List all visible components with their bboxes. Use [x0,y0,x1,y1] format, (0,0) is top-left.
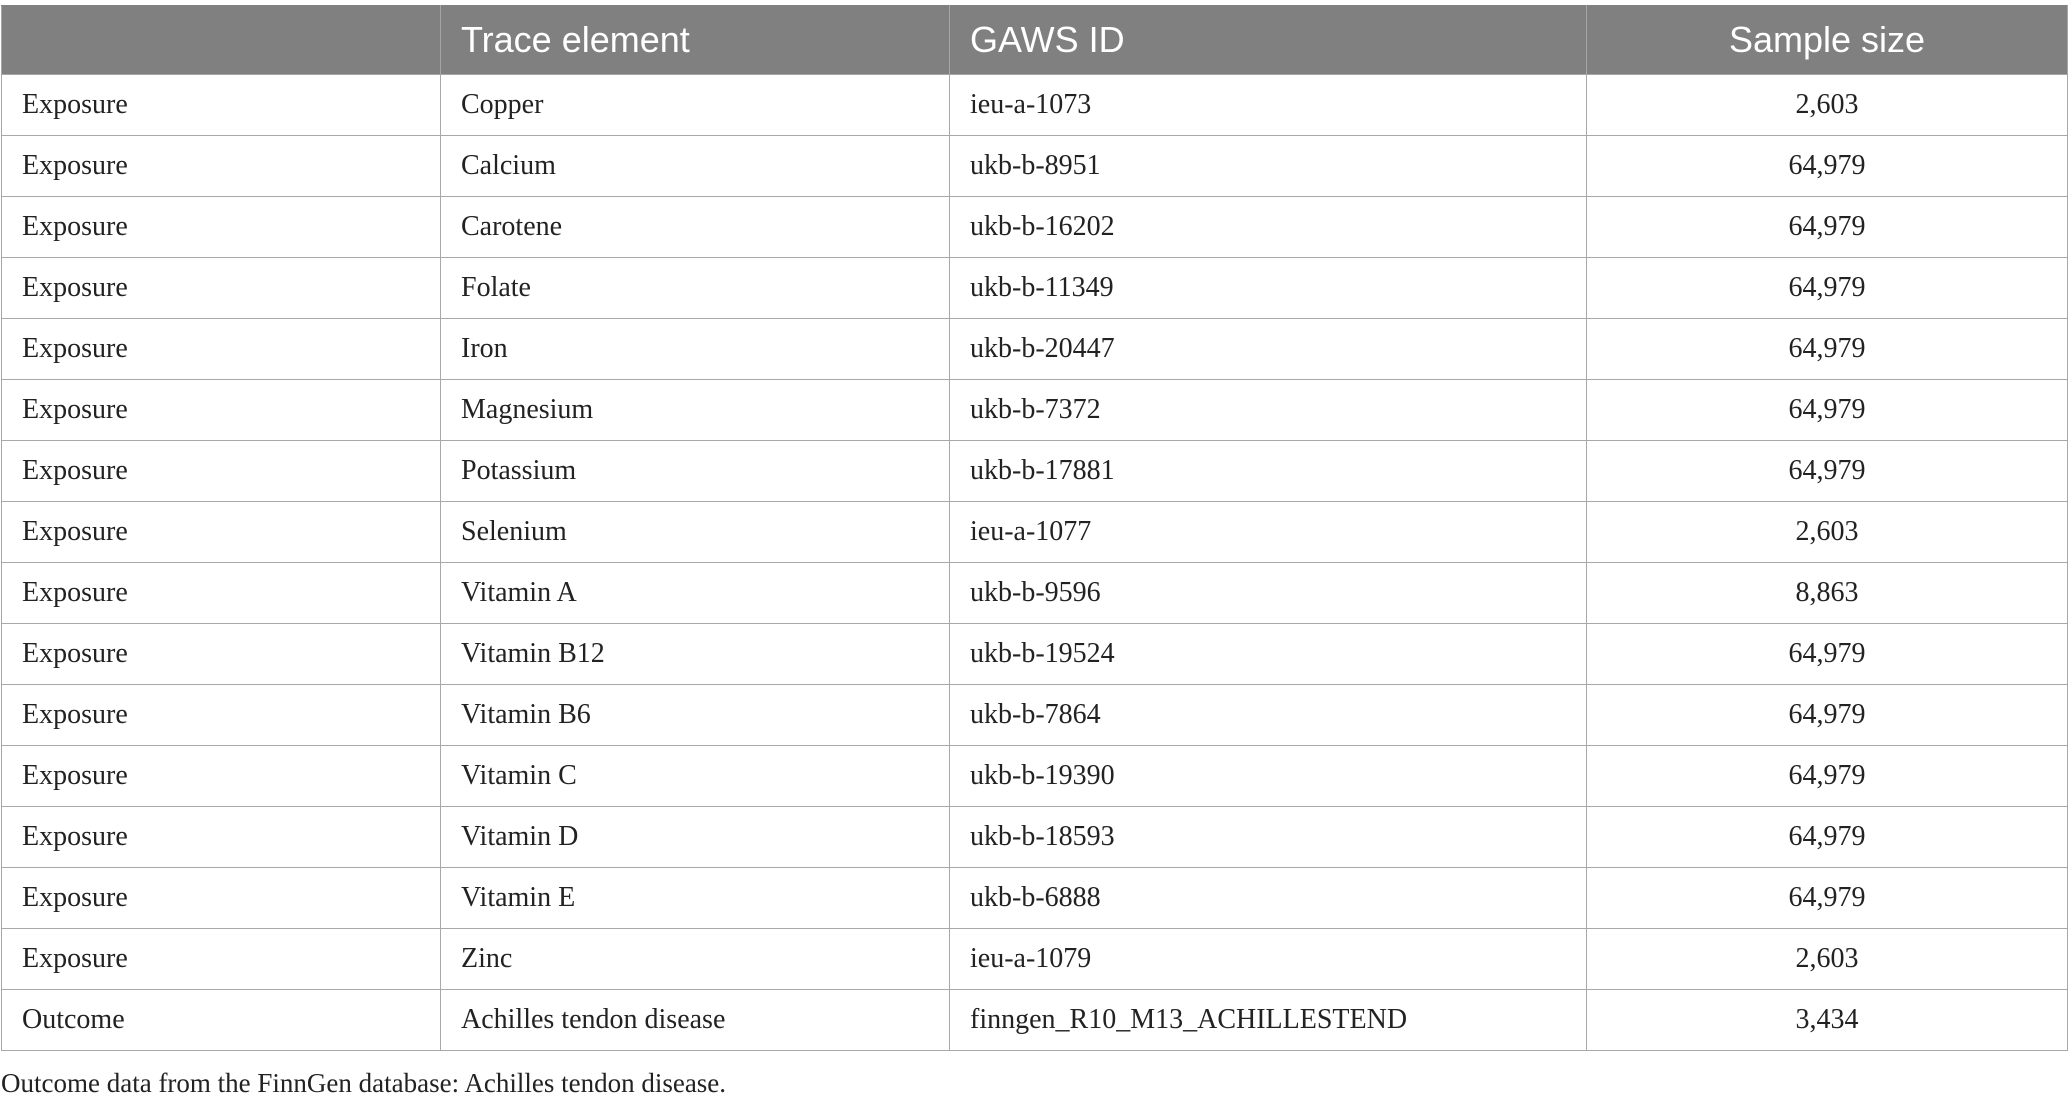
cell-type: Exposure [2,502,441,563]
cell-sample-size: 64,979 [1587,136,2068,197]
cell-trace-element: Carotene [441,197,950,258]
cell-gaws-id: ieu-a-1079 [950,929,1587,990]
cell-gaws-id: ukb-b-11349 [950,258,1587,319]
header-sample-size: Sample size [1587,6,2068,75]
cell-sample-size: 64,979 [1587,319,2068,380]
cell-gaws-id: ukb-b-16202 [950,197,1587,258]
cell-sample-size: 64,979 [1587,868,2068,929]
cell-gaws-id: ieu-a-1077 [950,502,1587,563]
cell-type: Exposure [2,685,441,746]
cell-trace-element: Calcium [441,136,950,197]
cell-trace-element: Vitamin E [441,868,950,929]
cell-sample-size: 64,979 [1587,380,2068,441]
table-row [2,807,2068,868]
cell-trace-element: Achilles tendon disease [441,990,950,1051]
cell-sample-size: 2,603 [1587,502,2068,563]
cell-type: Exposure [2,746,441,807]
table-row [2,563,2068,624]
header-type [2,6,441,75]
cell-sample-size: 64,979 [1587,258,2068,319]
cell-trace-element: Vitamin B6 [441,685,950,746]
cell-gaws-id: ukb-b-6888 [950,868,1587,929]
cell-trace-element: Selenium [441,502,950,563]
cell-trace-element: Vitamin C [441,746,950,807]
cell-gaws-id: ukb-b-20447 [950,319,1587,380]
cell-gaws-id: ukb-b-18593 [950,807,1587,868]
cell-gaws-id: ieu-a-1073 [950,75,1587,136]
cell-gaws-id: ukb-b-7372 [950,380,1587,441]
cell-type: Exposure [2,197,441,258]
cell-gaws-id: ukb-b-19390 [950,746,1587,807]
cell-sample-size: 64,979 [1587,441,2068,502]
cell-sample-size: 64,979 [1587,685,2068,746]
header-row [2,6,2068,75]
cell-type: Exposure [2,624,441,685]
table-row [2,624,2068,685]
cell-sample-size: 2,603 [1587,75,2068,136]
table-row [2,319,2068,380]
cell-trace-element: Vitamin B12 [441,624,950,685]
cell-gaws-id: ukb-b-9596 [950,563,1587,624]
cell-trace-element: Vitamin A [441,563,950,624]
table-row [2,380,2068,441]
cell-type: Exposure [2,75,441,136]
table-row [2,990,2068,1051]
cell-gaws-id: ukb-b-8951 [950,136,1587,197]
data-table [1,5,2068,1051]
cell-type: Exposure [2,319,441,380]
header-gaws-id: GAWS ID [950,6,1587,75]
cell-gaws-id: ukb-b-19524 [950,624,1587,685]
table-row [2,197,2068,258]
table-row [2,136,2068,197]
cell-type: Exposure [2,136,441,197]
table-header [2,6,2068,75]
table-row [2,929,2068,990]
cell-trace-element: Folate [441,258,950,319]
cell-trace-element: Iron [441,319,950,380]
cell-trace-element: Zinc [441,929,950,990]
cell-type: Exposure [2,868,441,929]
cell-gaws-id: ukb-b-17881 [950,441,1587,502]
table-row [2,746,2068,807]
cell-trace-element: Copper [441,75,950,136]
cell-trace-element: Magnesium [441,380,950,441]
cell-sample-size: 64,979 [1587,807,2068,868]
cell-type: Exposure [2,807,441,868]
table-row [2,685,2068,746]
cell-trace-element: Potassium [441,441,950,502]
header-trace-element: Trace element [441,6,950,75]
cell-type: Exposure [2,258,441,319]
table-row [2,75,2068,136]
cell-sample-size: 8,863 [1587,563,2068,624]
cell-trace-element: Vitamin D [441,807,950,868]
cell-sample-size: 64,979 [1587,746,2068,807]
cell-sample-size: 2,603 [1587,929,2068,990]
cell-type: Exposure [2,929,441,990]
cell-sample-size: 64,979 [1587,197,2068,258]
table-row [2,868,2068,929]
cell-type: Exposure [2,380,441,441]
cell-type: Exposure [2,441,441,502]
cell-type: Outcome [2,990,441,1051]
table-footnote: Outcome data from the FinnGen database: Achilles tendon disease. [1,1068,727,1098]
cell-gaws-id: ukb-b-7864 [950,685,1587,746]
table-row [2,502,2068,563]
cell-gaws-id: finngen_R10_M13_ACHILLESTEND [950,990,1587,1051]
table-body [2,75,2068,1051]
cell-sample-size: 64,979 [1587,624,2068,685]
cell-type: Exposure [2,563,441,624]
table-row [2,441,2068,502]
data-table-container [1,5,2067,1051]
cell-sample-size: 3,434 [1587,990,2068,1051]
table-row [2,258,2068,319]
